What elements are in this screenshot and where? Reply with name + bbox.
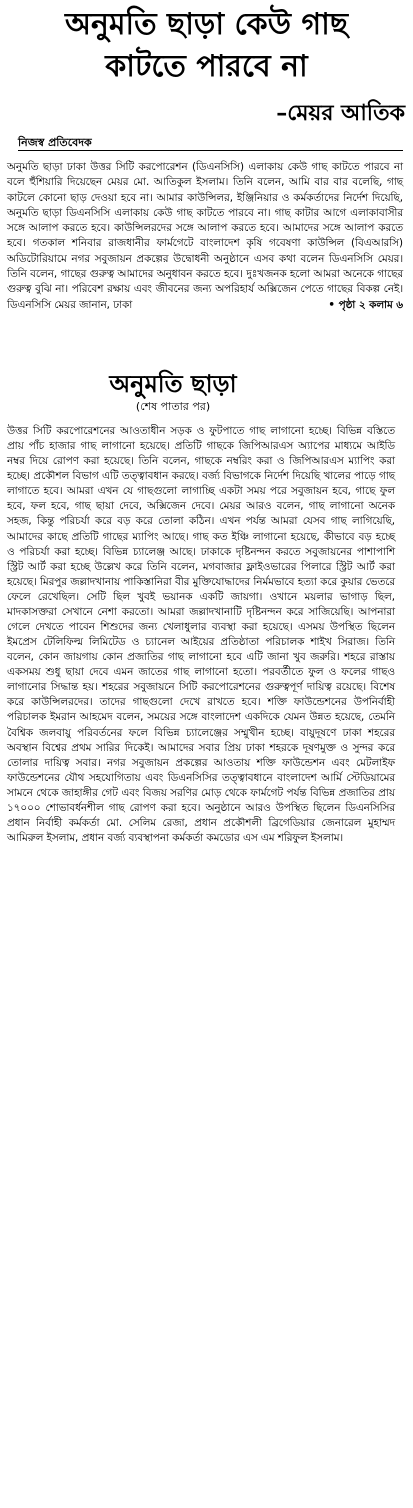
headline — [0, 4, 413, 88]
continuation-title: অনুমতি ছাড়া — [109, 369, 237, 398]
jump-reference: • পৃষ্ঠা ২ কলাম ৬ — [328, 298, 403, 311]
headline-line-1: অনুমতি ছাড়া কেউ গাছ — [64, 7, 349, 42]
headline-line-2: কাটতে পারবে না — [105, 49, 308, 84]
divider — [18, 150, 403, 151]
quote-source: –মেয়র আতিক — [276, 100, 405, 126]
continuation-body — [7, 424, 395, 846]
byline: নিজস্ব প্রতিবেদক — [18, 136, 92, 149]
continuation-text: উত্তর সিটি করপোরেশনের আওতাধীন সড়ক ও ফুটপাতে গাছ লাগানো হচ্ছে। বিভিন্ন বস্তিতে প্রায় পাঁচ হাজার গাছ লাগানো হয়েছে। প্রতিটি গাছকে জিপিআরএস অ্যাপের মাধ্যমে আইডি নম্বর দিয়ে রোপণ করা হয়েছে। তিনি বলেন, গাছকে নম্বরিং করা ও জিপিআরএস ম্যাপিং করা হচ্ছে। প্রকৌশল বিভাগ এটি তত্ত্বাবধান করছে। বর্জ্য বিভাগকে নির্দেশ দিয়েছি খালের পাড়ে গাছ লাগাতে হবে। আমরা এখন যে গাছগুলো লাগাচ্ছি একটা সময় পরে সবুজায়ন হবে, গাছে ফুল হবে, ফল হবে, গাছ ছায়া দেবে, অক্সিজেন দেবে। মেয়র আরও বলেন, গাছ লাগানো অনেক সহজ, কিন্তু পরিচর্যা করে বড় করে তোলা কঠিন। এখন পর্যন্ত আমরা যেসব গাছ লাগিয়েছি, আমাদের কাছে প্রতিটি গাছের ম্যাপিং আছে। গাছ কত ইঞ্চি লাগানো হয়েছে, কীভাবে বড় হচ্ছে ও পরিচর্যা করা হচ্ছে। বিভিন্ন চ্যালেঞ্জ আছে। ঢাকাকে দৃষ্টিনন্দন করতে সবুজায়নের পাশাপাশি স্ট্রিট আর্ট করা হচ্ছে উল্লেখ করে তিনি বলেন, মগবাজার ফ্লাইওভারের পিলারে স্ট্রিট আর্ট করা হয়েছে। মিরপুর জল্লাদখানায় পাকিস্তানিরা বীর মুক্তিযোদ্ধাদের নির্মমভাবে হত্যা করে কুয়ার ভেতরে ফেলে রেখেছিল। সেটি ছিল খুবই ভয়ানক একটি জায়গা। ওখানে ময়লার ভাগাড় ছিল, মাদকাসক্তরা সেখানে নেশা করতো। আমরা জল্লাদখানাটি দৃষ্টিনন্দন করে সাজিয়েছি। আপনারা গেলে দেখতে পাবেন শিশুদের জন্য খেলাধুলার ব্যবস্থা করা হয়েছে। এসময় উপস্থিত ছিলেন ইমপ্রেস টেলিফিল্ম লিমিটেড ও চ্যানেল আইয়ের প্রতিষ্ঠাতা পরিচালক শাইখ সিরাজ। তিনি বলেন, কোন জায়গায় কোন প্রজাতির গাছ লাগানো হবে এটি জানা খুব জরুরি। শহরে রাস্তায় একসময় শুধু ছায়া দেবে এমন জাতের গাছ লাগানো হতো। পরবর্তীতে ফুল ও ফলের গাছও লাগানোর সিদ্ধান্ত হয়। শহরের সবুজায়নে সিটি করপোরেশনের গুরুত্বপূর্ণ দায়িত্ব রয়েছে। বিশেষ করে কাউন্সিলরদের। তাদের গাছগুলো দেখে রাখতে হবে। শক্তি ফাউন্ডেশনের উপনির্বাহী পরিচালক ইমরান আহমেদ বলেন, সময়ের সঙ্গে বাংলাদেশ একদিকে যেমন উন্নত হয়েছে, তেমনি বৈশ্বিক জলবায়ু পরিবর্তনের ফলে বিভিন্ন চ্যালেঞ্জের সম্মুখীন হচ্ছে। বায়ুদূষণে ঢাকা শহরের অবস্থান বিশ্বের প্রথম সারির দিকেই। আমাদের সবার প্রিয় ঢাকা শহরকে দূষণমুক্ত ও সুন্দর করে তোলার দায়িত্ব সবার। নগর সবুজায়ন প্রকল্পের আওতায় শক্তি ফাউন্ডেশন এবং মেটলাইফ ফাউন্ডেশনের যৌথ সহযোগিতায় এবং ডিএনসিসির তত্ত্বাবধানে বাংলাদেশ আর্মি স্টেডিয়ামের সামনে থেকে জাহাঙ্গীর গেট এবং বিজয় সরণির মোড় থেকে ফার্মগেট পর্যন্ত বিভিন্ন প্রজাতির প্রায় ১৭০০০ শোভাবর্ধনশীল গাছ রোপণ করা হবে। অনুষ্ঠানে আরও উপস্থিত ছিলেন ডিএনসিসির প্রধান নির্বাহী কর্মকর্তা মো. সেলিম রেজা, প্রধান প্রকৌশলী ব্রিগেডিয়ার জেনারেল মুহাম্মদ আমিরুল ইসলাম, প্রধান বর্জ্য ব্যবস্থাপনা কর্মকর্তা কমডোর এস এম শরিফুল ইসলাম। — [7, 425, 395, 845]
intro-paragraph — [7, 160, 403, 313]
intro-text: অনুমতি ছাড়া ঢাকা উত্তর সিটি করপোরেশন (ডিএনসিসি) এলাকায় কেউ গাছ কাটতে পারবে না বলে হুঁশিয়ারি দিয়েছেন মেয়র মো. আতিকুল ইসলাম। তিনি বলেন, আমি বার বার বলেছি, গাছ কাটলে কোনো ছাড় দেওয়া হবে না। আমার কাউন্সিলর, ইঞ্জিনিয়ার ও কর্মকর্তাদের নির্দেশ দিয়েছি, অনুমতি ছাড়া ডিএনসিসি এলাকায় কেউ গাছ কাটতে পারবে না। গাছ কাটার আগে এলাকাবাসীর সঙ্গে আলাপ করতে হবে। কাউন্সিলরদের সঙ্গে আলাপ করতে হবে। আমাদের সঙ্গে আলাপ করতে হবে। গতকাল শনিবার রাজধানীর ফার্মগেটে বাংলাদেশ কৃষি গবেষণা কাউন্সিল (বিএআরসি) অডিটোরিয়ামে নগর সবুজায়ন প্রকল্পের উদ্বোধনী অনুষ্ঠানে এসব কথা বলেন ডিএনসিসি মেয়র। তিনি বলেন, গাছের গুরুত্ব আমাদের অনুধাবন করতে হবে। দুঃখজনক হলো আমরা অনেকে গাছের গুরুত্ব বুঝি না। পরিবেশ রক্ষায় এবং জীবনের জন্য অপরিহার্য অক্সিজেন পেতে গাছের বিকল্প নেই। ডিএনসিসি মেয়র জানান, ঢাকা — [7, 161, 403, 311]
continuation-subtitle: (শেষ পাতার পর) — [135, 400, 211, 413]
continuation-header — [18, 370, 388, 417]
